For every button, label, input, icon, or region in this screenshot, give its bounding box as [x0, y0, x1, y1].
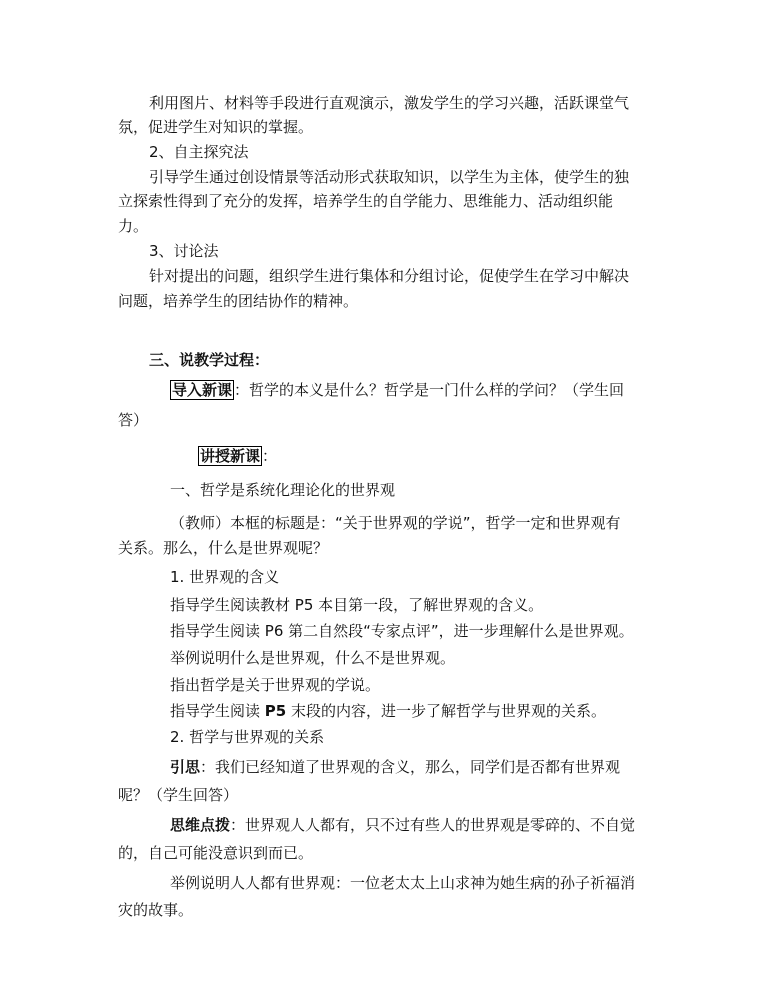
- intro-paragraph: [170, 380, 624, 400]
- intro-text: ：哲学的本义是什么？哲学是一门什么样的学问？（学生回: [234, 381, 625, 399]
- guide-line: 指导学生阅读教材 P5 本目第一段，了解世界观的含义。: [170, 596, 544, 614]
- example2-text-line: 灾的故事。: [118, 901, 194, 919]
- think-paragraph: [170, 757, 620, 777]
- item1-title: 1. 世界观的含义: [170, 568, 280, 586]
- teach-label: 讲授新课: [200, 447, 261, 465]
- method1-text-line: 氛，促进学生对知识的掌握。: [118, 118, 314, 136]
- guide-line: [170, 701, 606, 721]
- hint-paragraph: [170, 815, 635, 835]
- point-line: 指出哲学是关于世界观的学说。: [170, 676, 381, 694]
- teach-heading: [198, 446, 277, 466]
- example-line: 举例说明什么是世界观，什么不是世界观。: [170, 649, 456, 667]
- hint-text: ：世界观人人都有，只不过有些人的世界观是零碎的、不自觉: [230, 816, 636, 834]
- item2-title: 2. 哲学与世界观的关系: [170, 728, 325, 746]
- hint-label: 思维点拨: [170, 816, 231, 834]
- guide-line: 指导学生阅读 P6 第二自然段“专家点评”，进一步理解什么是世界观。: [170, 622, 634, 640]
- think-text: ：我们已经知道了世界观的含义，那么，同学们是否都有世界观: [200, 758, 621, 776]
- method2-heading: 2、自主探究法: [149, 143, 249, 161]
- guide-prefix: 指导学生阅读: [170, 702, 265, 720]
- method2-text-line: 力。: [118, 217, 149, 235]
- method2-text-line: 立探索性得到了充分的发挥，培养学生的自学能力、思维能力、活动组织能: [118, 192, 614, 210]
- method1-text-line: 利用图片、材料等手段进行直观演示，激发学生的学习兴趣，活跃课堂气: [149, 94, 630, 112]
- subsection-title: 一、哲学是系统化理论化的世界观: [170, 481, 396, 499]
- think-text-line: 呢？（学生回答）: [118, 786, 239, 804]
- hint-text-line: 的，自己可能没意识到而已。: [118, 844, 314, 862]
- guide-page-ref: P5: [264, 702, 287, 720]
- method3-heading: 3、讨论法: [149, 242, 219, 260]
- example2-text-line: 举例说明人人都有世界观：一位老太太上山求神为她生病的孙子祈福消: [170, 874, 636, 892]
- section-title: 三、说教学过程：: [149, 351, 270, 369]
- guide-rest: 末段的内容，进一步了解哲学与世界观的关系。: [286, 702, 606, 720]
- teach-colon: ：: [262, 447, 278, 465]
- teacher-text-line: （教师）本框的标题是：“关于世界观的学说”，哲学一定和世界观有: [170, 514, 621, 532]
- method2-text-line: 引导学生通过创设情景等活动形式获取知识，以学生为主体，使学生的独: [149, 168, 630, 186]
- method3-text-line: 问题，培养学生的团结协作的精神。: [118, 292, 359, 310]
- method3-text-line: 针对提出的问题，组织学生进行集体和分组讨论，促使学生在学习中解决: [149, 267, 630, 285]
- think-label: 引思: [170, 758, 201, 776]
- teacher-text-line: 关系。那么，什么是世界观呢？: [118, 539, 329, 557]
- intro-label: 导入新课: [172, 381, 233, 399]
- intro-text-line: 答）: [118, 411, 149, 429]
